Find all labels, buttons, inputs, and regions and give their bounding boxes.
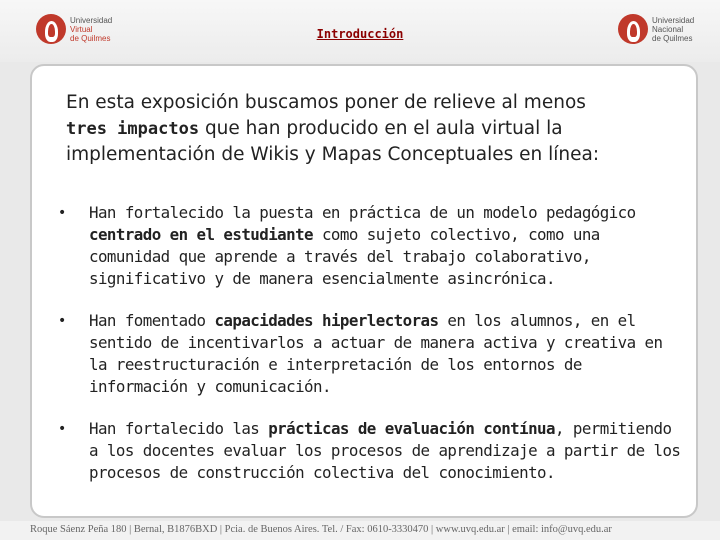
- bullet-emphasis: capacidades hiperlectoras: [214, 311, 439, 330]
- bullet-emphasis: centrado en el estudiante: [89, 225, 314, 244]
- list-item: [58, 310, 688, 398]
- logo-left-line2: Virtual: [70, 24, 93, 34]
- unq-logo: [618, 14, 694, 44]
- bullet-icon: •: [58, 421, 67, 437]
- unq-logo-text: [652, 16, 694, 43]
- bullet-text: [89, 310, 685, 398]
- footer-contact-text: Roque Sáenz Peña 180 | Bernal, B1876BXD | Pcia. de Buenos Aires. Tel. / Fax: 0610-3330470 | www.uvq.edu.ar | email: info@uvq.edu.ar: [30, 524, 612, 535]
- bullet-text-end: , permitiendo a los docentes evaluar los procesos de aprendizaje a partir de los procesos de construcción colectiva del conocimiento.: [89, 419, 681, 482]
- logo-right-line3: de Quilmes: [652, 33, 693, 43]
- slide-title: Introducción: [316, 27, 404, 41]
- logo-right-line1: Universidad: [652, 15, 695, 25]
- intro-text-start: En esta exposición buscamos poner de relieve al menos: [66, 92, 586, 113]
- slide-footer: [0, 521, 720, 540]
- list-item: [58, 418, 688, 484]
- logo-left-line3: de Quilmes: [70, 33, 111, 43]
- university-logo-icon: [618, 14, 648, 44]
- bullet-text-end: como sujeto colectivo, como una comunidad que aprende a través del trabajo colaborativo, significativo y de manera esencialmente asincrónica.: [89, 225, 600, 288]
- bullet-text-start: Han fomentado: [89, 311, 215, 330]
- intro-paragraph: [66, 90, 686, 168]
- bullet-text-start: Han fortalecido las: [89, 419, 269, 438]
- intro-emphasis: tres impactos: [66, 119, 200, 139]
- bullet-text-end: en los alumnos, en el sentido de incentivarlos a actuar de manera activa y creativa en la reestructuración e interpretación de los entornos de información y comunicación.: [89, 311, 663, 396]
- bullet-text-start: Han fortalecido la puesta en práctica de un modelo pedagógico: [89, 203, 636, 222]
- bullet-icon: •: [58, 313, 67, 329]
- list-item: [58, 202, 688, 290]
- slide-header: [0, 0, 720, 62]
- intro-text-end: que han producido en el aula virtual la implementación de Wikis y Mapas Conceptuales en línea:: [66, 118, 600, 165]
- bullet-emphasis: prácticas de evaluación contínua: [268, 419, 555, 438]
- logo-left-line1: Universidad: [70, 15, 113, 25]
- bullet-text: [89, 418, 685, 484]
- bullet-text: [89, 202, 685, 290]
- logo-right-line2: Nacional: [652, 24, 684, 34]
- bullet-icon: •: [58, 205, 67, 221]
